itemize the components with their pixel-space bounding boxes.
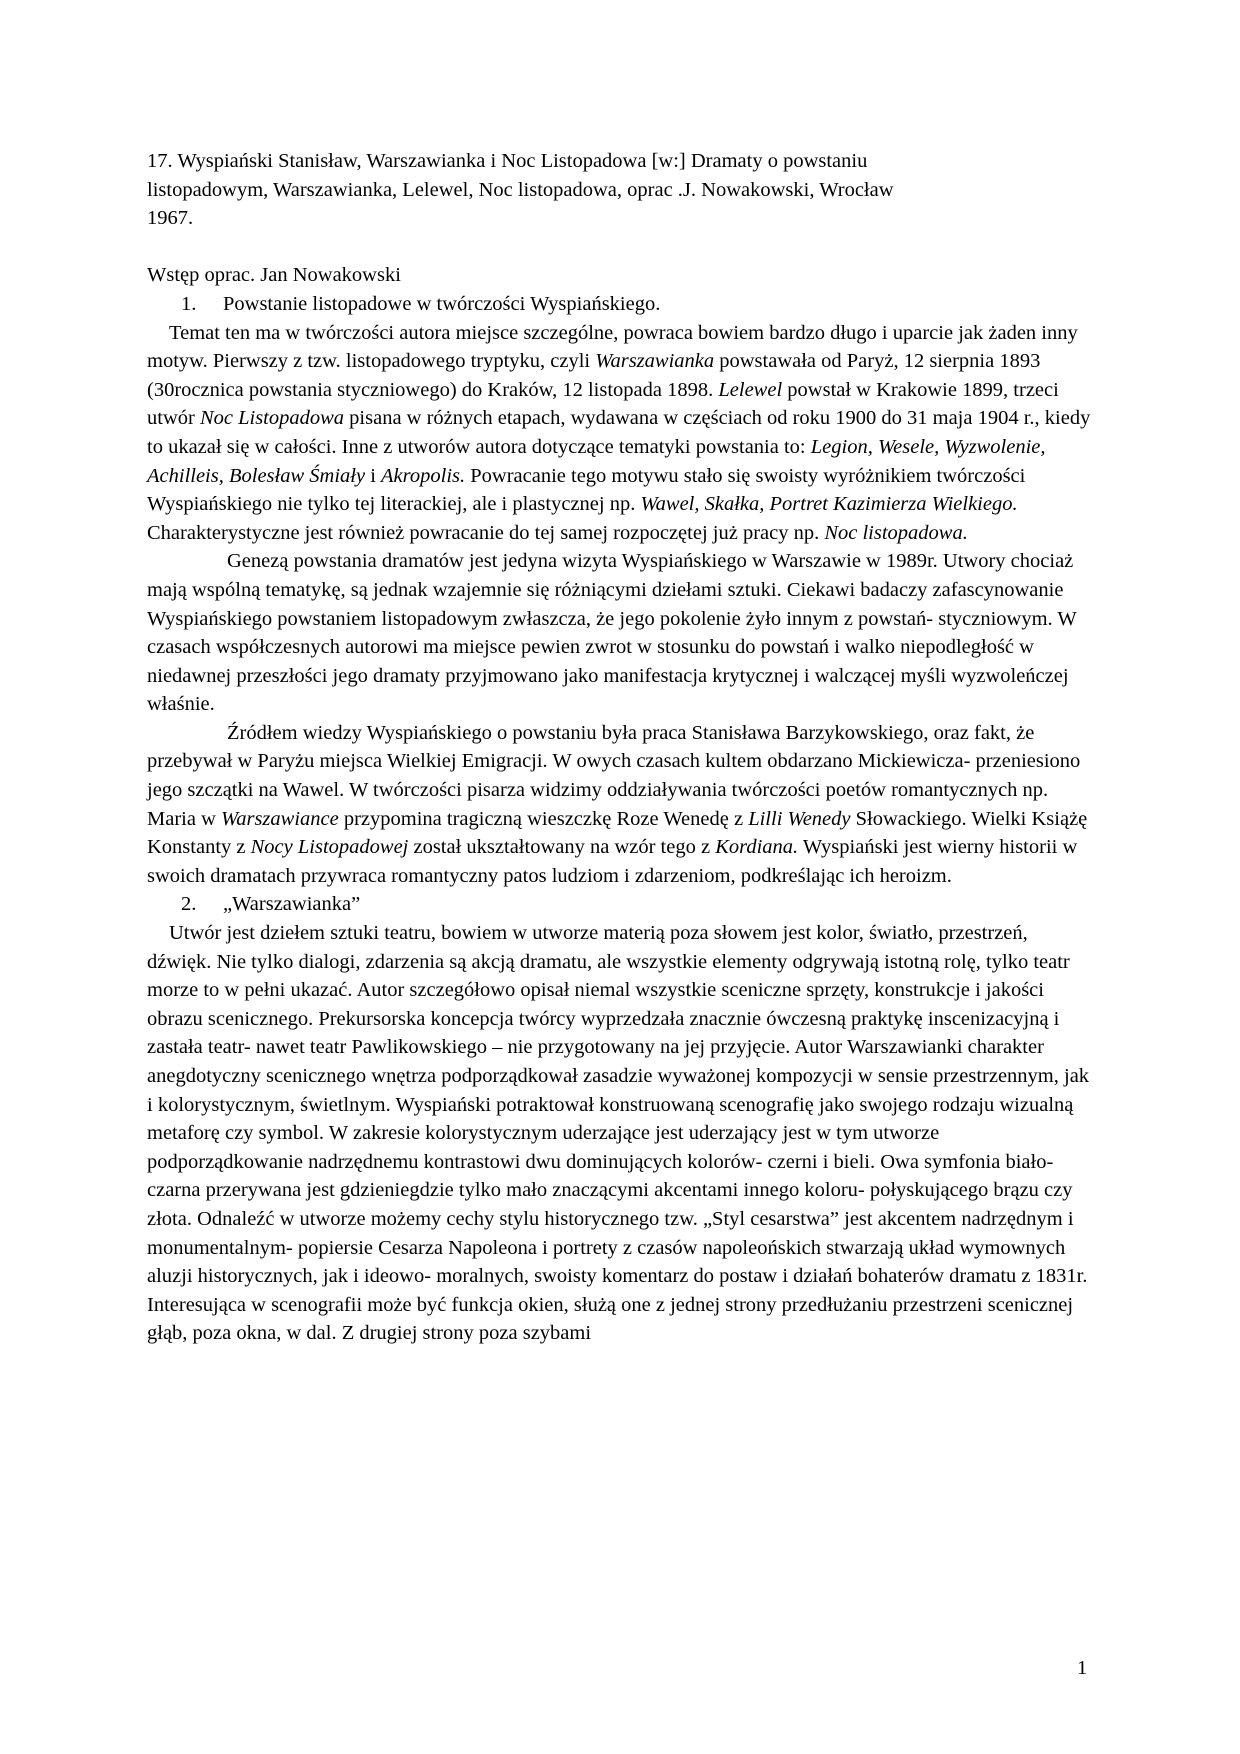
paragraph-3-italic-title: Kordiana. bbox=[715, 836, 799, 859]
paragraph-1 bbox=[147, 319, 1097, 548]
paragraph-1-text: powstał w Krakowie 1899, trzeci utwór bbox=[147, 378, 1059, 430]
paragraph-1-italic-title: Lelewel bbox=[718, 378, 783, 401]
paragraph-1-italic-title: Legion, Wesele, Wyzwolenie, Achilleis, Bolesław Śmiały bbox=[147, 435, 1046, 487]
paragraph-1-italic-title: Noc Listopadowa bbox=[199, 407, 345, 430]
paragraph-3-italic-title: Warszawiance bbox=[221, 807, 339, 830]
section-heading-2 bbox=[147, 890, 1097, 919]
section-heading-1 bbox=[147, 290, 1097, 319]
paragraph-3-text: Wyspiański jest wierny historii w swoich dramatach przywraca romantyczny patos ludziom i zdarzeniom, podkreślając ich heroizm. bbox=[147, 836, 1078, 887]
paragraph-1-text: Temat ten ma w twórczości autora miejsce szczególne, powraca bowiem bardzo długo i uparcie jak żaden inny motyw. Pierwszy z tzw. listopadowego tryptyku, czyli bbox=[147, 321, 1078, 373]
paragraph-3-text: Źródłem wiedzy Wyspiańskiego o powstaniu była praca Stanisława Barzykowskiego, oraz fakt, że przebywał w Paryżu miejsca Wielkiej Emigracji. W owych czasach kultem obdarzano Mickiewicza- przeniesiono jego szczątki na Wawel. W twórczości pisarza widzimy oddziaływania twórczości poetów romantycznych np. Maria w bbox=[147, 721, 1081, 830]
paragraph-1-text: powstawała od Paryż, 12 sierpnia 1893 (30rocznica powstania styczniowego) do Kraków, 12 listopada 1898. bbox=[147, 350, 1041, 401]
section-number-1: 1. bbox=[181, 292, 197, 315]
page-number: 1 bbox=[1077, 1657, 1088, 1679]
intro-line: Wstęp oprac. Jan Nowakowski bbox=[147, 264, 401, 287]
section-title-2: „Warszawianka” bbox=[223, 893, 361, 916]
paragraph-1-italic-title: Warszawianka bbox=[595, 350, 715, 373]
paragraph-1-text: i bbox=[365, 464, 382, 487]
paragraph-1-italic-title: Noc listopadowa. bbox=[824, 521, 968, 544]
paragraph-3 bbox=[147, 719, 1097, 891]
paragraph-1-italic-title: Wawel, Skałka, Portret Kazimierza Wielkiego. bbox=[640, 493, 1018, 516]
paragraph-4: Utwór jest dziełem sztuki teatru, bowiem w utworze materią poza słowem jest kolor, światło, przestrzeń, dźwięk. Nie tylko dialogi, zdarzenia są akcją dramatu, ale wszystkie elementy odgrywają istotną rolę, tylko teatr morze to w pełni ukazać. Autor szczegółowo opisał niemal wszystkie sceniczne sprzęty, konstrukcje i jakości obrazu scenicznego. Prekursorska koncepcja twórcy wyprzedzała znacznie ówczesną praktykę inscenizacyjną i zastała teatr- nawet teatr Pawlikowskiego – nie przygotowany na jej przyjęcie. Autor Warszawianki charakter anegdotyczny scenicznego wnętrza podporządkował zasadzie wyważonej kompozycji w sensie przestrzennym, jak i kolorystycznym, świetlnym. Wyspiański potraktował konstruowaną scenografię jako swojego rodzaju wizualną metaforę czy symbol. W zakresie kolorystycznym uderzające jest uderzający jest w tym utworze podporządkowanie nadrzędnemu kontrastowi dwu dominujących kolorów- czerni i bieli. Owa symfonia biało- czarna przerywana jest gdzieniegdzie tylko mało znaczącymi akcentami innego koloru- połyskującego brązu czy złota. Odnaleźć w utworze możemy cechy stylu historycznego tzw. „Styl cesarstwa” jest akcentem nadrzędnym i monumentalnym- popiersie Cesarza Napoleona i portrety z czasów napoleońskich stwarzają układ wymownych aluzji historycznych, jak i ideowo- moralnych, swoisty komentarz do postaw i działań bohaterów dramatu z 1831r. Interesująca w scenografii może być funkcja okien, służą one z jednej strony przedłużaniu przestrzeni scenicznej głąb, poza okna, w dal. Z drugiej strony poza szybami bbox=[147, 922, 1090, 1345]
paragraph-2: Genezą powstania dramatów jest jedyna wizyta Wyspiańskiego w Warszawie w 1989r. Utwory chociaż mają wspólną tematykę, są jednak wzajemnie się różniącymi dziełami sztuki. Ciekawi badaczy zafascynowanie Wyspiańskiego powstaniem listopadowym zwłaszcza, że jego pokolenie żyło innym z powstań- styczniowym. W czasach współczesnych autorowi ma miejsce pewien zwrot w stosunku do powstań i walko niepodległość w niedawnej przeszłości jego dramaty przyjmowano jako manifestacja krytycznej i walczącej myśli wyzwoleńczej właśnie. bbox=[147, 550, 1077, 716]
section-title-1: Powstanie listopadowe w twórczości Wyspiańskiego. bbox=[223, 292, 661, 315]
paragraph-1-text: Powracanie tego motywu stało się swoisty wyróżnikiem twórczości Wyspiańskiego nie tylko tej literackiej, ale i plastycznej np. bbox=[147, 464, 1026, 516]
document-page bbox=[147, 147, 1097, 1348]
paragraph-3-italic-title: Lilli Wenedy bbox=[748, 807, 851, 830]
paragraph-1-text: pisana w różnych etapach, wydawana w częściach od roku 1900 do 31 maja 1904 r., kiedy to ukazał się w całości. Inne z utworów autora dotyczące tematyki powstania to: bbox=[147, 407, 1091, 458]
paragraph-3-text: przypomina tragiczną wieszczkę Roze Wenedę z bbox=[338, 807, 749, 830]
blank-line bbox=[147, 233, 1097, 262]
paragraph-1-italic-title: Akropolis. bbox=[381, 464, 466, 487]
section-number-2: 2. bbox=[181, 893, 197, 916]
bibliography-heading: 17. Wyspiański Stanisław, Warszawianka i Noc Listopadowa [w:] Dramaty o powstaniu listopadowym, Warszawianka, Lelewel, Noc listopadowa, oprac .J. Nowakowski, Wrocław 1967. bbox=[147, 150, 894, 230]
paragraph-3-italic-title: Nocy Listopadowej bbox=[250, 836, 409, 859]
paragraph-3-text: Słowackiego. Wielki Książę Konstanty z bbox=[147, 807, 1088, 859]
paragraph-3-text: został ukształtowany na wzór tego z bbox=[408, 836, 716, 859]
paragraph-1-text: Charakterystyczne jest również powracanie do tej samej rozpoczętej już pracy np. bbox=[147, 521, 825, 544]
